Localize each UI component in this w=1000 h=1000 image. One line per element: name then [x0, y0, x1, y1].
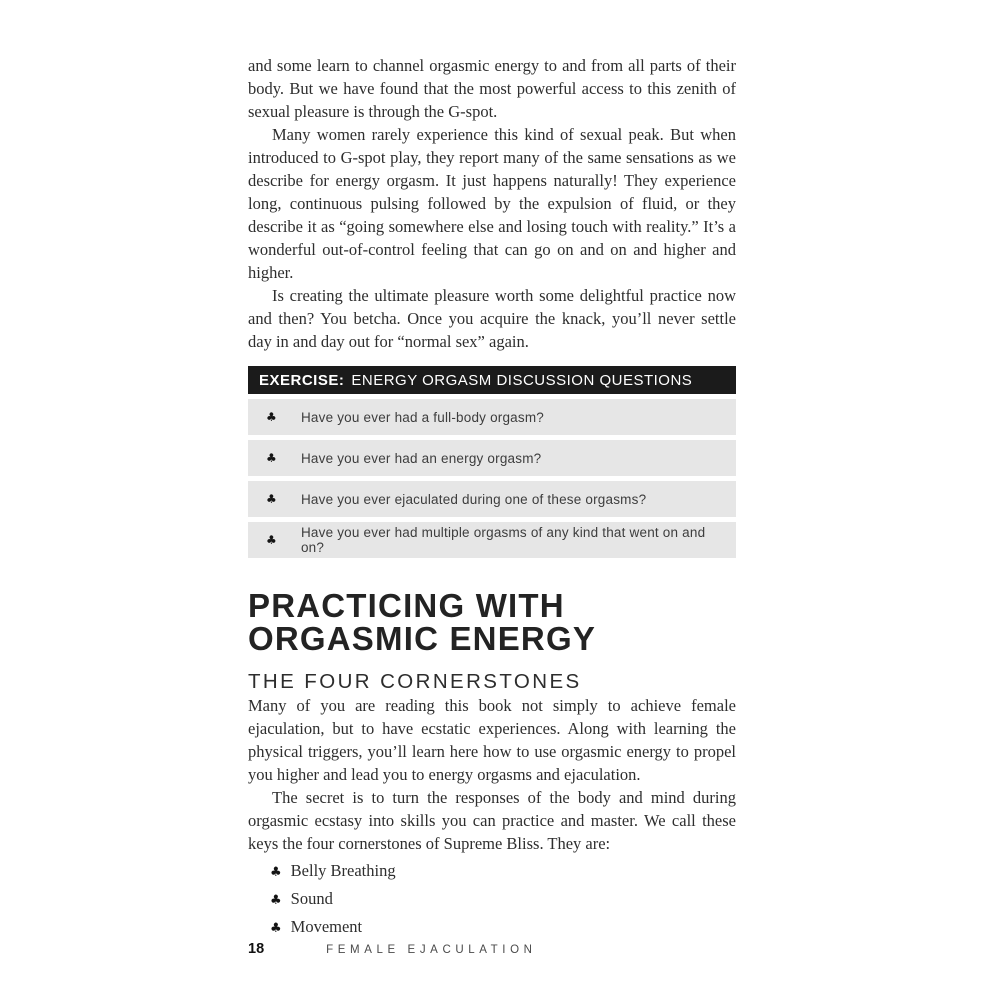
club-bullet-icon: ♣	[266, 533, 277, 547]
exercise-question: Have you ever had multiple orgasms of any kind that went on and on?	[300, 525, 706, 555]
exercise-header-bar	[248, 366, 736, 394]
exercise-label: EXERCISE:	[259, 371, 345, 389]
list-item	[270, 914, 736, 942]
section-paragraph-1: Many of you are reading this book not simply to achieve female ejaculation, but to have ecstatic experiences. Along with learning the physical triggers, you’ll learn here how to use orgasmic energy to propel you higher and lead you to energy orgasms and ejaculation.	[248, 696, 736, 784]
list-item-label: Belly Breathing	[290, 861, 396, 880]
exercise-question-row	[248, 522, 736, 558]
list-item	[270, 886, 736, 914]
page-number: 18	[248, 941, 265, 957]
intro-paragraph-1: and some learn to channel orgasmic energy to and from all parts of their body. But we have found that the most powerful access to this zenith of sexual pleasure is through the G-spot.	[248, 56, 736, 121]
section-paragraph-2: The secret is to turn the responses of the body and mind during orgasmic ecstasy into skills you can practice and master. We call these keys the four cornerstones of Supreme Bliss. They are:	[248, 788, 736, 853]
club-bullet-icon: ♣	[270, 865, 282, 880]
exercise-question-row	[248, 399, 736, 435]
section-subheading: THE FOUR CORNERSTONES	[248, 670, 582, 693]
section-heading	[248, 589, 736, 655]
text-column	[248, 54, 736, 942]
list-item	[270, 858, 736, 886]
club-bullet-icon: ♣	[266, 451, 277, 465]
running-book-title: FEMALE EJACULATION	[326, 944, 537, 956]
intro-paragraph-3: Is creating the ultimate pleasure worth some delightful practice now and then? You betcha. Once you acquire the knack, you’ll never settle day in and day out for “normal sex” again.	[248, 286, 736, 351]
club-bullet-icon: ♣	[266, 492, 277, 506]
exercise-title: ENERGY ORGASM DISCUSSION QUESTIONS	[351, 371, 693, 389]
list-item-label: Movement	[290, 917, 363, 936]
exercise-box	[248, 366, 736, 558]
club-bullet-icon: ♣	[270, 921, 282, 936]
exercise-question: Have you ever had an energy orgasm?	[300, 450, 542, 466]
section-heading-line-2: ORGASMIC ENERGY	[248, 620, 597, 657]
club-bullet-icon: ♣	[270, 893, 282, 908]
page-footer	[248, 941, 736, 957]
cornerstones-list	[248, 858, 736, 942]
exercise-question-row	[248, 440, 736, 476]
exercise-question-row	[248, 481, 736, 517]
list-item-label: Sound	[290, 889, 333, 908]
exercise-question: Have you ever had a full-body orgasm?	[300, 409, 544, 425]
intro-paragraph-2: Many women rarely experience this kind of sexual peak. But when introduced to G-spot play, they report many of the same sensations as we describe for energy orgasm. It just happens naturally! They experience long, continuous pulsing followed by the expulsion of fluid, or they describe it as “going somewhere else and losing touch with reality.” It’s a wonderful out-of-control feeling that can go on and on and higher and higher.	[248, 125, 736, 282]
exercise-question: Have you ever ejaculated during one of these orgasms?	[300, 491, 647, 507]
club-bullet-icon: ♣	[266, 410, 277, 424]
section-heading-line-1: PRACTICING WITH	[248, 587, 565, 624]
